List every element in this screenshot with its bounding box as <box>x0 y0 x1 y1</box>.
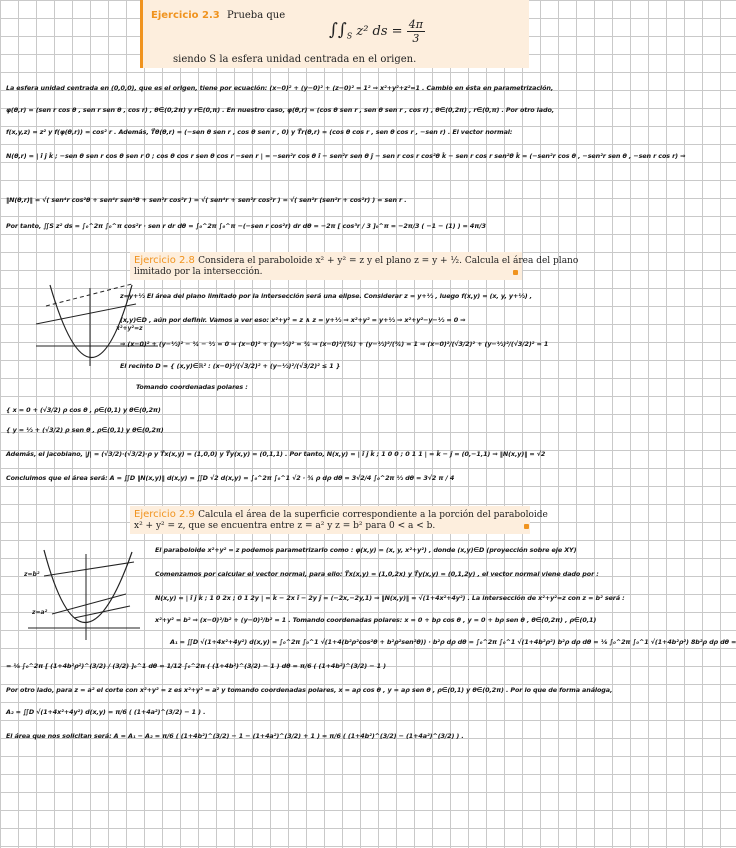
paraboloid-label: x²+y²=z <box>116 325 143 332</box>
exercise-2-9-text: Calcula el área de la superficie correspondiente a la porción del paraboloide <box>198 510 548 520</box>
note-line: f(x,y,z) = z² y f(φ(θ,r)) = cos² r . Además, T⃗θ(θ,r) = (−sen θ sen r , cos θ sen r , 0) y T⃗r(θ,r) = (cos θ cos r , sen θ cos r , −sen r) . El vector normal: <box>6 128 513 136</box>
note-line: Por otro lado, para z = a² el corte con x²+y² = z es x²+y² = a² y tomando coordenadas polares, x = aρ cos θ , y = aρ sen θ , ρ∈(0,1) y θ∈(0,2π) . Por lo que de forma análoga, <box>6 686 613 694</box>
exercise-2-8-marker <box>513 270 518 275</box>
exercise-2-3-box <box>140 0 529 68</box>
note-line: Además, el jacobiano, |J| = (√3/2)·(√3/2)·ρ y T⃗x(x,y) = (1,0,0) y T⃗y(x,y) = (0,1,1) . Por tanto, N(x,y) = | î ĵ k̂ ; 1 0 0 ; 0 1 1 | = k̂ − ĵ = (0,−1,1) ⇒ ‖N(x,y)‖ = √2 <box>6 450 546 458</box>
note-line: Tomando coordenadas polares : <box>136 383 248 391</box>
label-z-b2: z=b² <box>24 571 40 578</box>
note-line: A₁ = ∬D √(1+4x²+4y²) d(x,y) = ∫₀^2π ∫₀^1 √(1+4(b²ρ²cos²θ + b²ρ²sen²θ)) · b²ρ dρ dθ = ∫₀^2π ∫₀^1 √(1+4b²ρ²) b²ρ dρ dθ = ⅛ ∫₀^2π ∫₀^1 √(1+4b²ρ²) 8b²ρ dρ dθ = <box>170 638 736 646</box>
exercise-2-9-text-2: x² + y² = z, que se encuentra entre z = a² y z = b² para 0 < a < b. <box>134 521 436 531</box>
formula-fraction <box>407 18 425 45</box>
note-line: El área que nos solicitan será: A = A₁ − A₂ = π/6 ( (1+4b²)^(3/2) − 1 − (1+4a²)^(3/2) + 1 ) = π/6 ( (1+4b²)^(3/2) − (1+4a²)^(3/2) ) . <box>6 732 464 740</box>
note-line: Concluimos que el área será: A = ∬D ‖N(x,y)‖ d(x,y) = ∬D √2 d(x,y) = ∫₀^2π ∫₀^1 √2 · ¾ ρ dρ dθ = 3√2/4 ∫₀^2π ½ dθ = 3√2 π / 4 <box>6 474 455 482</box>
note-line: ‖N(θ,r)‖ = √( sen⁴r cos²θ + sen⁴r sen²θ + sen²r cos²r ) = √( sen⁴r + sen²r cos²r ) = √( sen²r (sen²r + cos²r) ) = sen r . <box>6 196 407 204</box>
note-line: { x = 0 + (√3/2) ρ cos θ , ρ∈(0,1) y θ∈(0,2π) <box>6 406 161 414</box>
exercise-2-9-box <box>130 506 548 534</box>
note-line: Por tanto, ∬S z² ds = ∫₀^2π ∫₀^π cos²r · sen r dr dθ = ∫₀^2π ∫₀^π −(−sen r cos²r) dr dθ = −2π [ cos³r / 3 ]₀^π = −2π/3 ( −1 − (1) ) = 4π/3 <box>6 222 486 230</box>
exercise-2-3-caption: siendo S la esfera unidad centrada en el origen. <box>173 54 417 65</box>
note-line: { y = ½ + (√3/2) ρ sen θ , ρ∈(0,1) y θ∈(0,2π) <box>6 426 164 434</box>
note-line: Comenzamos por calcular el vector normal, para ello: T⃗x(x,y) = (1,0,2x) y T⃗y(x,y) = (0,1,2y) , el vector normal viene dado por : <box>155 570 599 578</box>
formula-subscript: S <box>346 31 353 41</box>
exercise-2-3-heading: Ejercicio 2.3 <box>151 10 220 21</box>
note-line: La esfera unidad centrada en (0,0,0), que es el origen, tiene por ecuación: (x−0)² + (y−0)² + (z−0)² = 1² ⇒ x²+y²+z²=1 . Cambio en ésta en parametrización, <box>6 84 554 92</box>
label-z-a2: z=a² <box>32 609 48 616</box>
note-line: = ⅛ ∫₀^2π [ (1+4b²ρ²)^(3/2) / (3/2) ]₀^1 dθ = 1/12 ∫₀^2π ( (1+4b²)^(3/2) − 1 ) dθ = π/6 ( (1+4b²)^(3/2) − 1 ) <box>6 662 386 670</box>
note-line: ⇒ (x−0)² + (y−½)² − ¼ − ½ = 0 ⇒ (x−0)² + (y−½)² = ¾ ⇒ (x−0)²/(¾) + (y−½)²/(¾) = 1 ⇒ (x−0)²/(√3/2)² + (y−½)²/(√3/2)² = 1 <box>120 340 549 348</box>
exercise-2-9-marker <box>524 524 529 529</box>
formula-numerator: 4π <box>408 18 423 31</box>
exercise-2-8-text-2: limitado por la intersección. <box>134 267 263 277</box>
exercise-2-3-title: Prueba que <box>226 10 286 21</box>
note-line: φ(θ,r) = (sen r cos θ , sen r sen θ , cos r) , θ∈(0,2π) y r∈(0,π) . En nuestro caso, φ(θ,r) = (cos θ sen r , sen θ sen r , cos r) , θ∈(0,2π) , r∈(0,π) . Por otro lado, <box>6 106 555 114</box>
note-line: N(θ,r) = | î ĵ k̂ ; −sen θ sen r cos θ sen r 0 ; cos θ cos r sen θ cos r −sen r | = −sen²r cos θ î − sen²r sen θ ĵ − sen r cos r cos²θ k̂ − sen r cos r sen²θ k̂ = (−sen²r cos θ , −sen²r sen θ , −sen r cos r) ⇒ <box>6 152 686 160</box>
formula-denominator: 3 <box>412 32 420 45</box>
note-line: N(x,y) = | î ĵ k̂ ; 1 0 2x ; 0 1 2y | = k̂ − 2x î − 2y ĵ = (−2x,−2y,1) ⇒ ‖N(x,y)‖ = √(1+4x²+4y²) . La intersección de x²+y²=z con z = b² será : <box>155 594 625 602</box>
exercise-2-8-box <box>130 252 579 280</box>
formula-body: z² ds = <box>356 24 403 39</box>
note-line: El paraboloide x²+y² = z podemos parametrizarlo como : φ(x,y) = (x, y, x²+y²) , donde (x,y)∈D (proyección sobre eje XY) <box>155 546 577 554</box>
note-line: x²+y² = b² ⇒ (x−0)²/b² + (y−0)²/b² = 1 . Tomando coordenadas polares: x = 0 + bρ cos θ , y = 0 + bρ sen θ , θ∈(0,2π) , ρ∈(0,1) <box>155 616 597 624</box>
paraboloid-slices-sketch <box>22 544 142 644</box>
formula-integral: ∫∫ <box>329 20 347 40</box>
note-line: A₂ = ∬D √(1+4x²+4y²) d(x,y) = π/6 ( (1+4a²)^(3/2) − 1 ) . <box>6 708 206 716</box>
note-line: El recinto D = { (x,y)∈ℝ² : (x−0)²/(√3/2)² + (y−½)²/(√3/2)² ≤ 1 } <box>120 362 341 370</box>
exercise-2-3-formula <box>329 18 425 45</box>
note-line: (x,y)∈D , aún por definir. Vamos a ver eso: x²+y² = z ∧ z = y+½ ⇒ x²+y² = y+½ ⇒ x²+y²−y−½ = 0 ⇒ <box>120 316 466 324</box>
parabola-curve <box>44 550 132 623</box>
note-line: z=y+½ El área del plano limitado por la intersección será una elipse. Considerar z = y+½ , luego f(x,y) = (x, y, y+½) , <box>120 292 533 300</box>
exercise-2-8-heading: Ejercicio 2.8 <box>134 255 195 266</box>
plane-a-edge <box>74 606 130 618</box>
exercise-2-8-text: Considera el paraboloide x² + y² = z y el plano z = y + ½. Calcula el área del plano <box>198 256 579 266</box>
exercise-2-9-heading: Ejercicio 2.9 <box>134 509 195 520</box>
plane-b-line <box>44 562 134 576</box>
